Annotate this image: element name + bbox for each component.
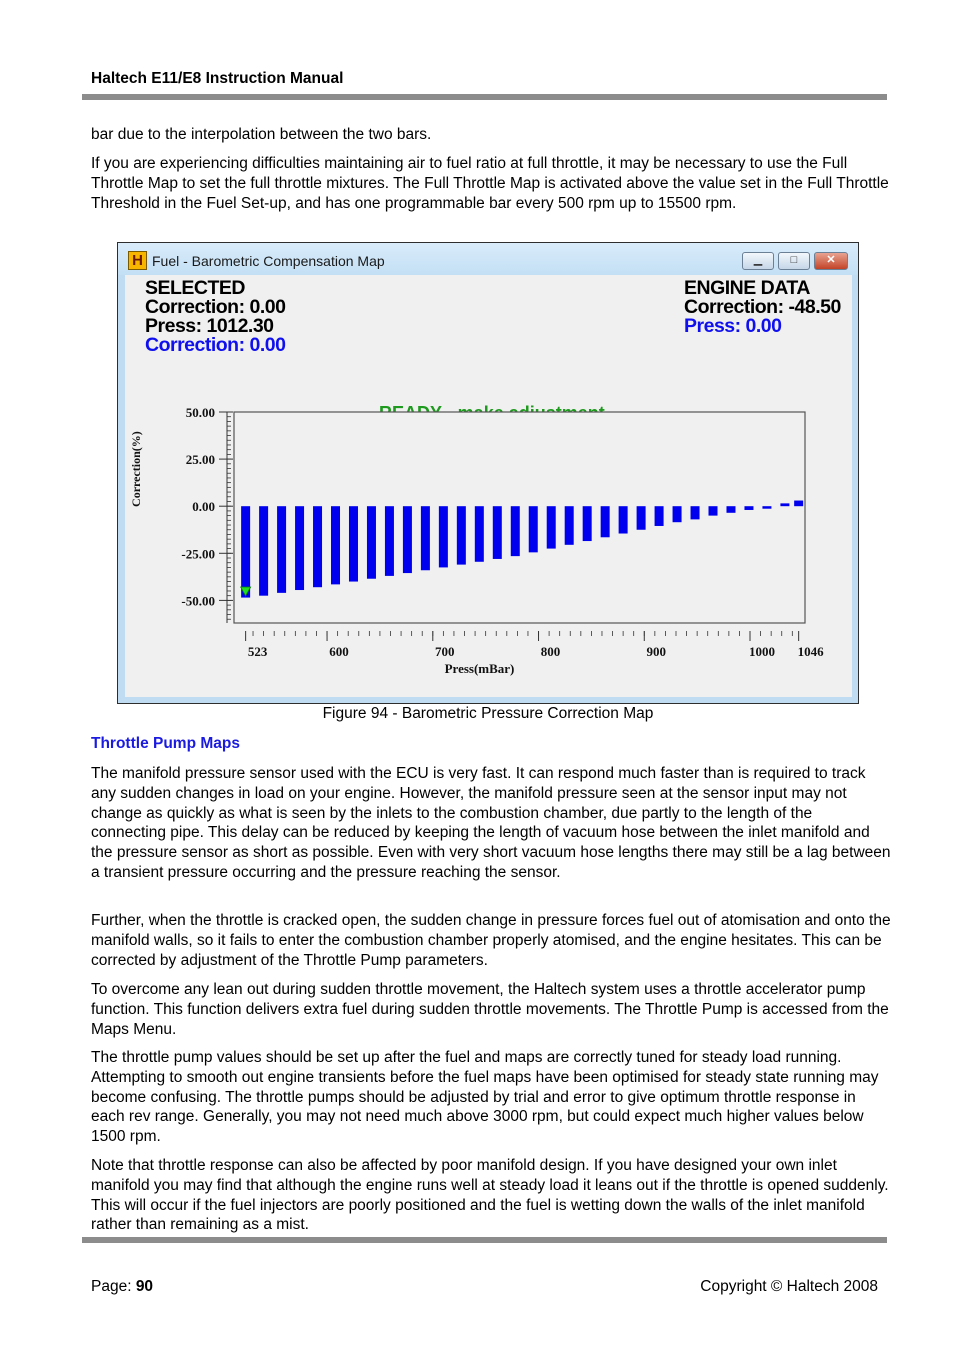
page-number — [91, 1278, 153, 1296]
bar — [241, 506, 250, 597]
paragraph: If you are experiencing difficulties maintaining air to fuel ratio at full throttle, it may be necessary to use the Full Throttle Map to set the full throttle mixtures. The Full Throttle Map is activated above the value set in the Full Throttle Threshold in the Fuel Set-up, and has one programmable bar every 500 rpm up to 15500 rpm. — [91, 155, 889, 212]
bar — [277, 506, 286, 593]
window-client-area — [125, 275, 852, 697]
bar — [385, 506, 394, 576]
y-tick-label: 50.00 — [185, 405, 215, 420]
paragraph: The throttle pump values should be set up after the fuel and maps are correctly tuned for steady load running. Attempting to smooth out engine transients before the fuel maps have been optimised for steady state running may become confusing. The throttle pumps should be adjusted by trial and error to give optimum throttle response in each rev range. Generally, you may not need much above 3000 rpm, but could expect much higher values below 1500 rpm. — [91, 1049, 879, 1146]
bar — [493, 506, 502, 559]
bar — [421, 506, 430, 570]
bar — [691, 506, 700, 519]
paragraph: Further, when the throttle is cracked open, the sudden change in pressure forces fuel out of atomisation and onto the manifold walls, so it fails to enter the combustion chamber properly atomised, and the engine hesitates. This can be corrected by adjustment of the Throttle Pump parameters. — [91, 912, 891, 969]
bar — [295, 506, 304, 590]
bar — [762, 506, 771, 509]
engine-data-correction: Correction: -48.50 — [684, 296, 841, 318]
y-tick-label: 0.00 — [192, 499, 215, 515]
bar — [619, 506, 628, 533]
engine-data-press: Press: 0.00 — [684, 315, 782, 337]
bar — [367, 506, 376, 579]
selected-correction: Correction: 0.00 — [145, 296, 286, 318]
selected-press: Press: 1012.30 — [145, 315, 274, 337]
x-tick-label: 523 — [247, 644, 268, 659]
x-tick-label: 600 — [329, 644, 349, 659]
y-tick-label: -25.00 — [181, 546, 215, 562]
bar — [565, 506, 574, 545]
bar — [439, 506, 448, 567]
bar — [601, 506, 610, 537]
bar — [547, 506, 556, 548]
bar — [259, 506, 268, 595]
paragraph: Note that throttle response can also be affected by poor manifold design. If you have designed your own inlet manifold you may find that although the engine runs well at steady load it leans out if the throttle is opened suddenly. This will occur if the fuel injectors are poorly positioned and the fuel is wetting down the walls of the inlet manifold rather than remaining as a mist. — [91, 1157, 889, 1234]
bar — [313, 506, 322, 587]
window-titlebar[interactable] — [118, 243, 858, 275]
bar — [673, 506, 682, 522]
page-number-value: 90 — [135, 1278, 154, 1295]
maximize-button[interactable]: □ — [778, 252, 810, 270]
section-heading: Throttle Pump Maps — [91, 735, 240, 752]
header-rule — [82, 94, 887, 100]
bar — [457, 506, 466, 564]
y-axis-label: Correction(%) — [129, 431, 143, 507]
bar — [637, 506, 646, 530]
correction-chart[interactable] — [125, 275, 852, 697]
page-header-title: Haltech E11/E8 Instruction Manual — [91, 70, 344, 87]
bar — [655, 506, 664, 526]
bar — [403, 506, 412, 573]
bar — [780, 503, 789, 506]
x-tick-label: 800 — [540, 644, 561, 659]
y-tick-label: -50.00 — [181, 593, 215, 609]
bar — [744, 506, 753, 510]
y-tick-label: 25.00 — [185, 452, 215, 468]
window-title: Fuel - Barometric Compensation Map — [152, 253, 385, 269]
close-button[interactable]: ✕ — [814, 252, 848, 270]
bar — [511, 506, 520, 556]
bar — [475, 506, 484, 562]
copyright: Copyright © Haltech 2008 — [700, 1278, 878, 1295]
barometric-map-window — [117, 242, 859, 704]
x-tick-label: 700 — [435, 644, 455, 659]
x-axis-label: Press(mBar) — [444, 661, 515, 676]
bar — [709, 506, 718, 515]
bar — [331, 506, 340, 584]
footer-rule — [82, 1237, 887, 1243]
bar — [349, 506, 358, 581]
bar — [726, 506, 735, 513]
bar — [529, 506, 538, 552]
figure-caption: Figure 94 - Barometric Pressure Correction Map — [322, 705, 654, 722]
engine-data-heading: ENGINE DATA — [684, 277, 810, 299]
paragraph: The manifold pressure sensor used with the ECU is very fast. It can respond much faster than is required to track any sudden changes in load on your engine. However, the manifold pressure seen at the sensor input may not change as quickly as what is seen by the inlets to the combustion chamber, due partly to the length of the connecting pipe. This delay can be reduced by keeping the length of vacuum hose between the inlet manifold and the pressure sensor as short as possible. Even with very short vacuum hose lengths there may still be a lag between a transient pressure occurring and the pressure reaching the sensor. — [91, 765, 891, 881]
page-label: Page: — [91, 1278, 136, 1295]
haltech-app-icon: H — [128, 251, 147, 270]
live-correction: Correction: 0.00 — [145, 334, 286, 356]
bar — [583, 506, 592, 541]
paragraph: bar due to the interpolation between the two bars. — [91, 126, 432, 143]
paragraph: To overcome any lean out during sudden throttle movement, the Haltech system uses a throttle accelerator pump function. This function delivers extra fuel during sudden throttle movements. The Throttle Pump is accessed from the Maps Menu. — [91, 981, 889, 1038]
x-tick-label: 900 — [646, 644, 667, 659]
selected-heading: SELECTED — [145, 277, 246, 299]
bar — [794, 501, 803, 507]
x-tick-label: 1000 — [749, 644, 776, 659]
x-tick-label: 1046 — [797, 644, 824, 659]
minimize-button[interactable]: ▁ — [742, 252, 774, 270]
